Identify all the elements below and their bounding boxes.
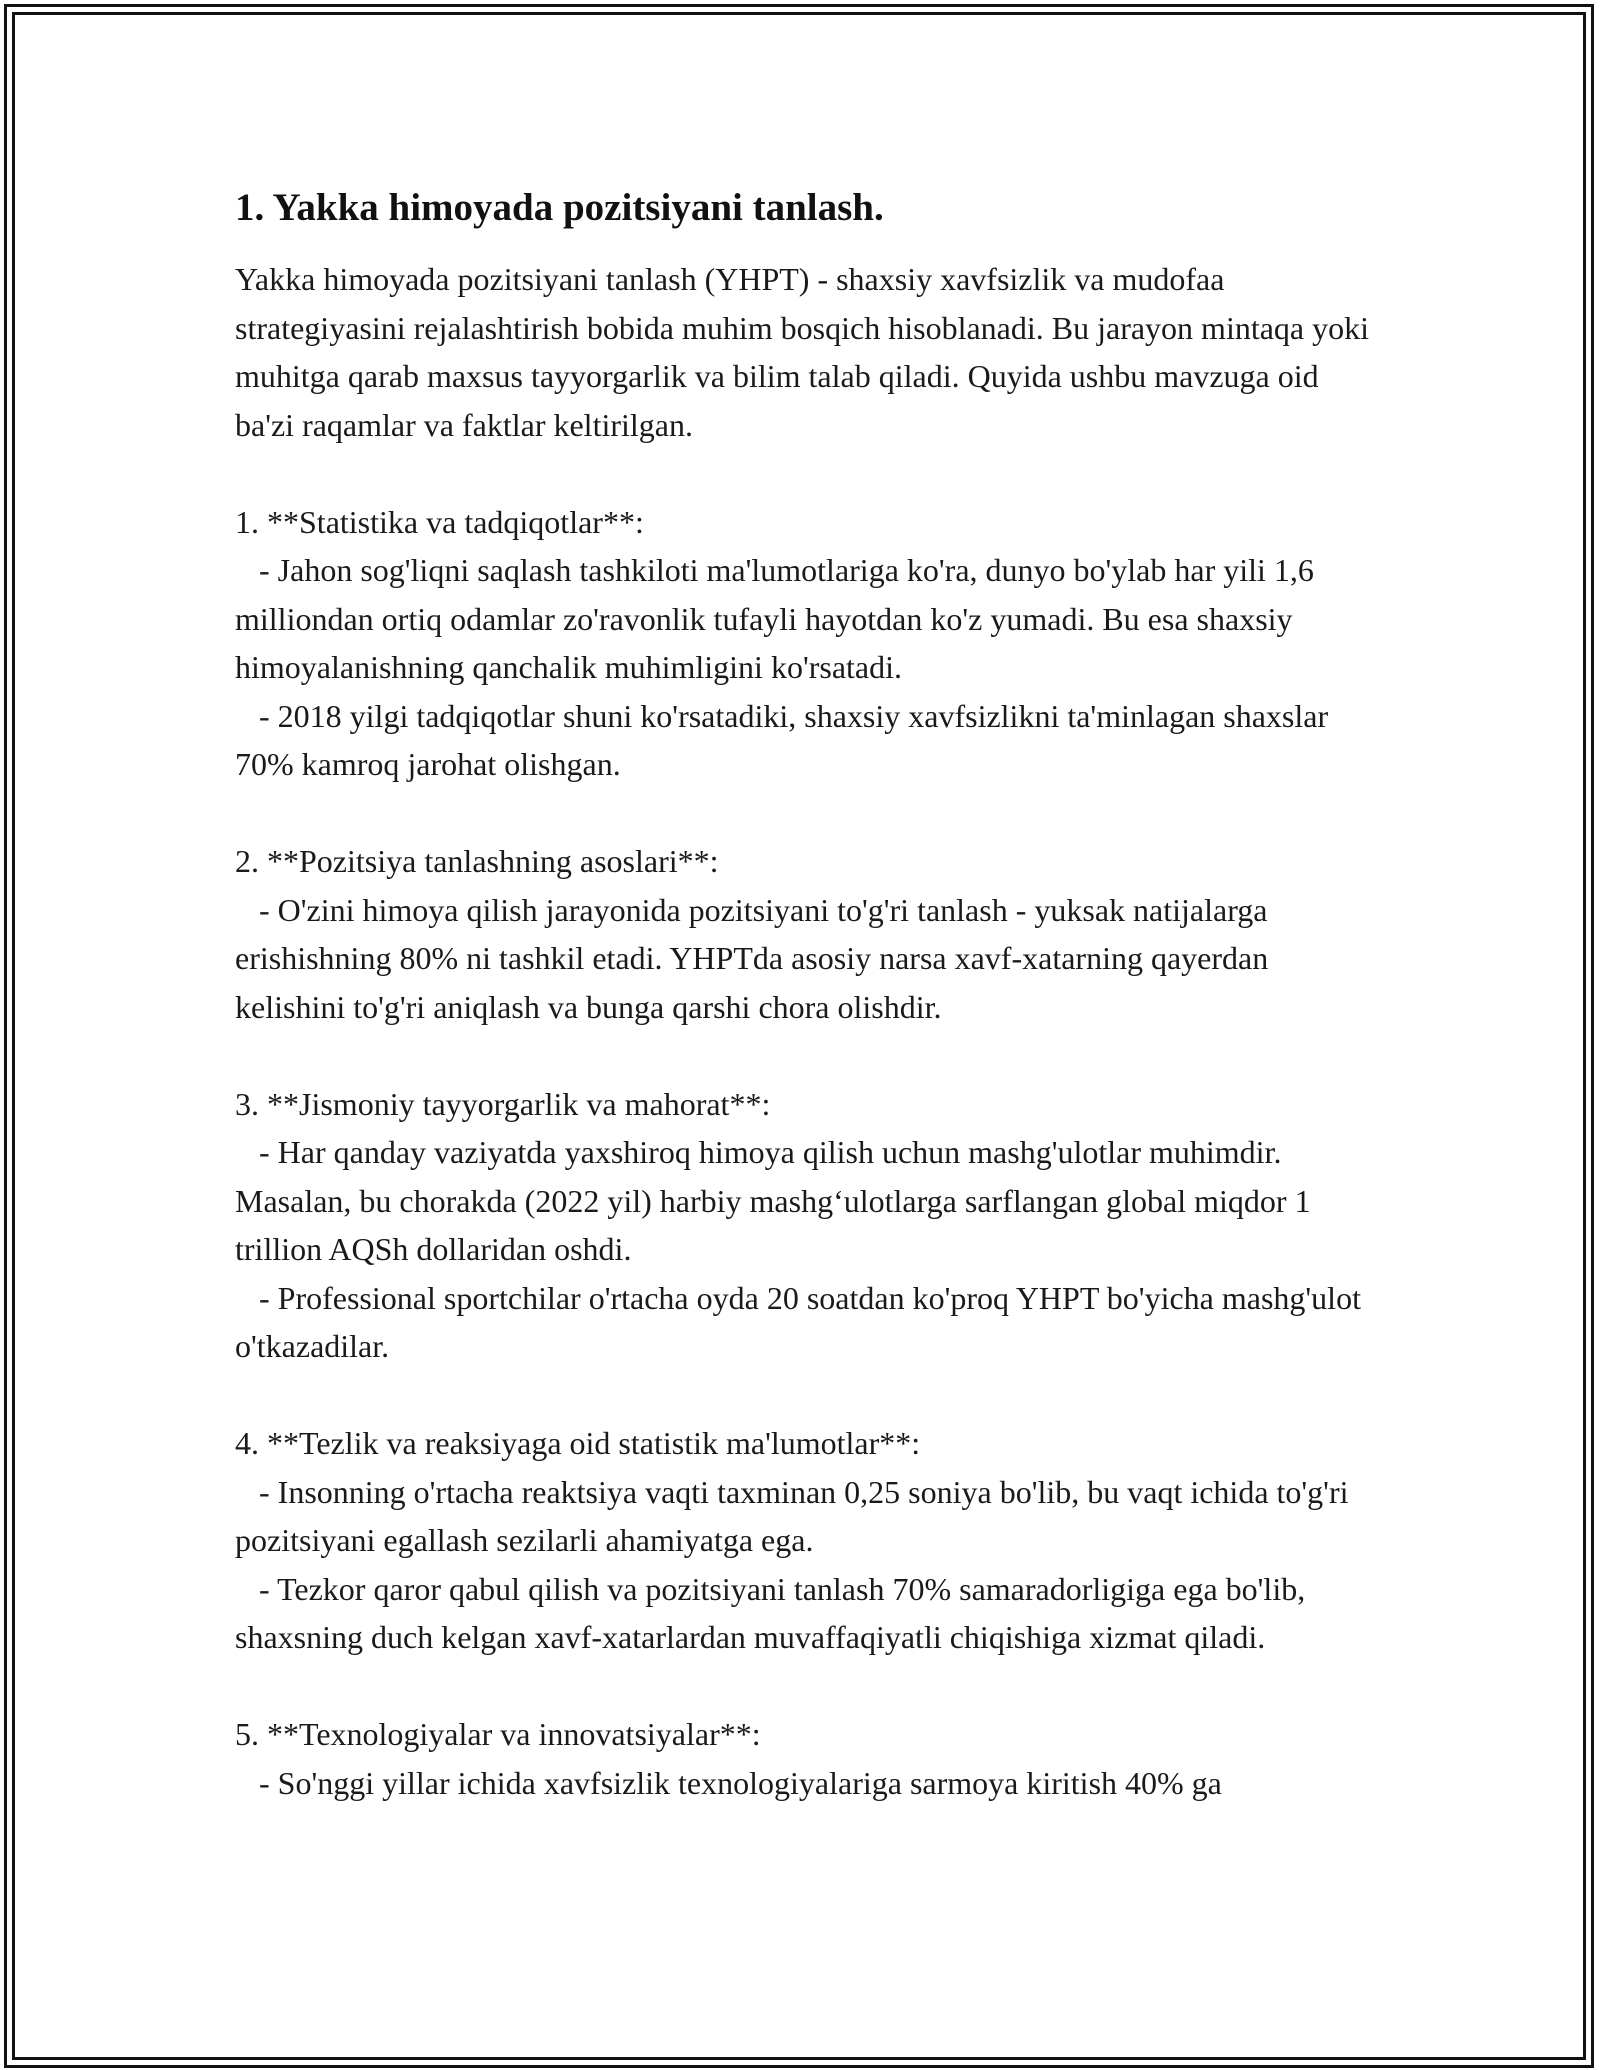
paragraph-gap: [235, 1371, 1375, 1420]
section-3-title: 3. **Jismoniy tayyorgarlik va mahorat**:: [235, 1085, 771, 1122]
section-heading: 1. Yakka himoyada pozitsiyani tanlash.: [235, 186, 884, 229]
section-5-title: 5. **Texnologiyalar va innovatsiyalar**:: [235, 1716, 761, 1752]
section-4-item-2: - Tezkor qaror qabul qilish va pozitsiyani tanlash 70% samaradorligiga ega bo'lib, shaxsning duch kelgan xavf-xatarlardan muvaffaqiyatli chiqishiga xizmat qiladi.: [235, 1570, 1314, 1655]
section-5-item-1: - So'nggi yillar ichida xavfsizlik texnologiyalariga sarmoya kiritish 40% ga: [235, 1764, 1222, 1801]
section-3-item-1: - Har qanday vaziyatda yaxshiroq himoya qilish uchun mashg'ulotlar muhimdir. Masalan, bu chorakda (2022 yil) harbiy mashg‘ulotlarga sarflangan global miqdor 1 trillion AQSh dollaridan oshdi.: [235, 1134, 1319, 1267]
section-1-title: 1. **Statistika va tadqiqotlar**:: [235, 503, 644, 540]
section-1-item-1: - Jahon sog'liqni saqlash tashkiloti ma'lumotlariga ko'ra, dunyo bo'ylab har yili 1,6 milliondan ortiq odamlar zo'ravonlik tufayli hayotdan ko'z yumadi. Bu esa shaxsiy himoyalanishning qanchalik muhimligini ko'rsatadi.: [235, 552, 1322, 685]
section-3-item-2: - Professional sportchilar o'rtacha oyda 20 soatdan ko'proq YHPT bo'yicha mashg'ulot o'tkazadilar.: [235, 1279, 1369, 1364]
section-2-item-1: - O'zini himoya qilish jarayonida pozitsiyani to'g'ri tanlash - yuksak natijalarga erishishning 80% ni tashkil etadi. YHPTda asosiy narsa xavf-xatarning qayerdan kelishini to'g'ri aniqlash va bunga qarshi chora olishdir.: [235, 891, 1277, 1025]
section-2-title: 2. **Pozitsiya tanlashning asoslari**:: [235, 843, 719, 879]
intro-paragraph: Yakka himoyada pozitsiyani tanlash (YHPT) - shaxsiy xavfsizlik va mudofaa strategiyasini rejalashtirish bobida muhim bosqich hisoblanadi. Bu jarayon mintaqa yoki muhitga qarab maxsus tayyorgarlik va bilim talab qiladi. Quyida ushbu mavzuga oid ba'zi raqamlar va faktlar keltirilgan.: [235, 261, 1378, 443]
paragraph-gap: [235, 1031, 1375, 1080]
document-body: [235, 183, 1378, 1807]
section-1-item-2: - 2018 yilgi tadqiqotlar shuni ko'rsatadiki, shaxsiy xavfsizlikni ta'minlagan shaxslar 70% kamroq jarohat olishgan.: [235, 697, 1337, 782]
section-4-title: 4. **Tezlik va reaksiyaga oid statistik ma'lumotlar**:: [235, 1425, 921, 1461]
paragraph-gap: [235, 449, 1375, 498]
paragraph-gap: [235, 789, 1375, 838]
section-4-item-1: - Insonning o'rtacha reaktsiya vaqti taxminan 0,25 soniya bo'lib, bu vaqt ichida to'g'ri pozitsiyani egallash sezilarli ahamiyatga ega.: [235, 1473, 1357, 1558]
paragraph-gap: [235, 1662, 1375, 1711]
